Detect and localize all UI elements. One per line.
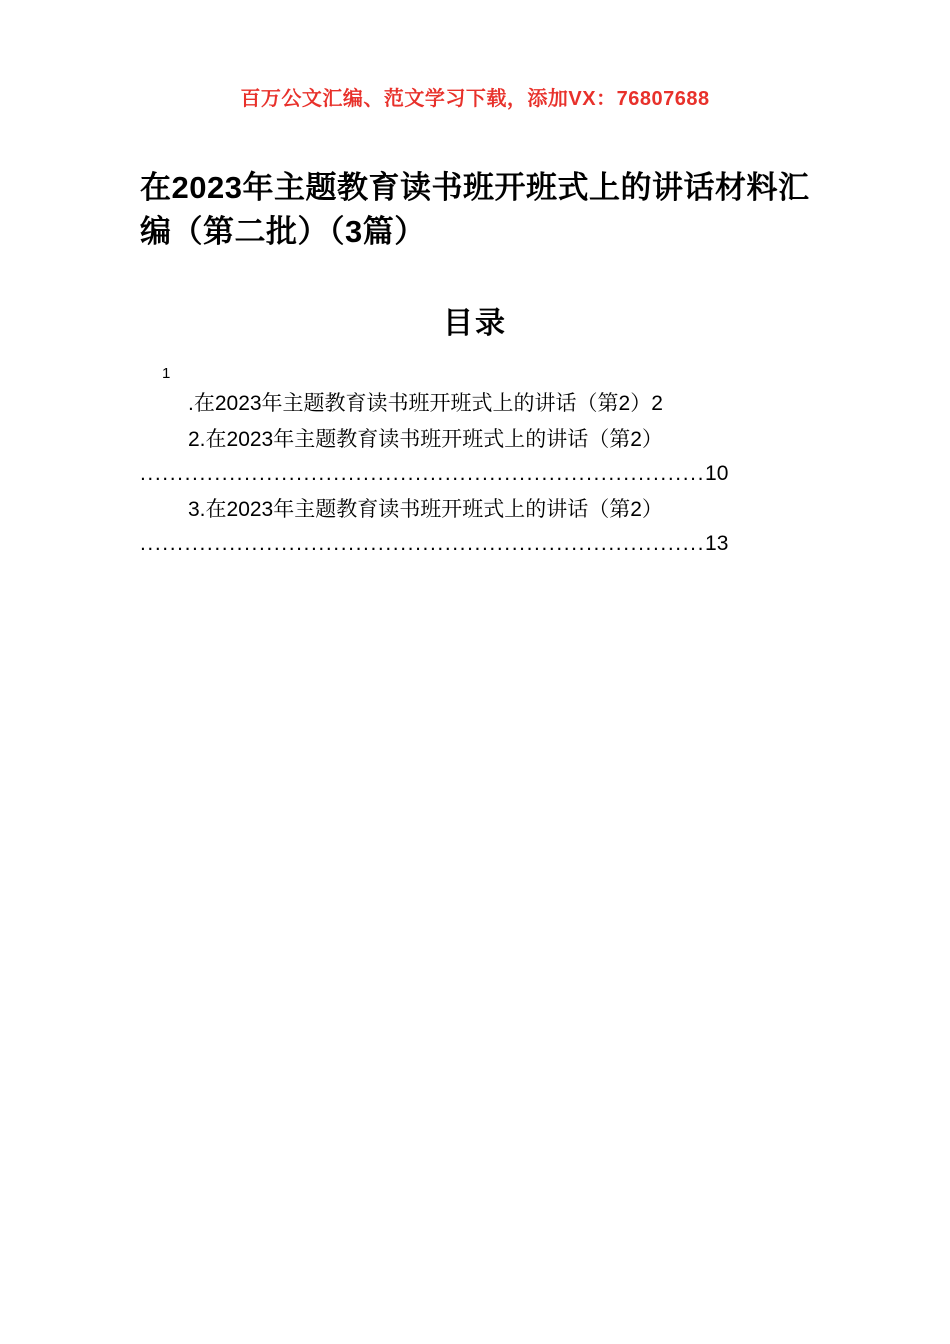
- toc-entry-label: 在2023年主题教育读书班开班式上的讲话（第2）: [193, 391, 652, 415]
- toc-entry-page: 2: [651, 391, 663, 415]
- toc-entry-page: 10: [705, 461, 729, 485]
- toc-entry[interactable]: [140, 493, 810, 561]
- toc-dot-leader: ............................................................................: [140, 461, 706, 485]
- toc-entry-page: 13: [705, 531, 729, 555]
- promo-banner: 百万公文汇编、范文学习下载，添加VX：76807688: [240, 88, 710, 110]
- toc-entry-label: 在2023年主题教育读书班开班式上的讲话（第2）: [205, 427, 663, 451]
- toc-entry[interactable]: [140, 423, 810, 491]
- toc-entry-number: 1: [162, 365, 171, 383]
- toc-heading: 目录: [443, 307, 507, 341]
- toc-dot-leader: ............................................................................: [140, 531, 706, 555]
- toc-entry-number: 3.: [188, 497, 206, 521]
- toc-entry-label: 在2023年主题教育读书班开班式上的讲话（第2）: [205, 497, 663, 521]
- toc-entry-number: 2.: [188, 427, 206, 451]
- toc-entry[interactable]: [140, 366, 810, 421]
- toc-entry-prefix: .: [188, 391, 194, 415]
- table-of-contents: [140, 366, 810, 561]
- page-title: 在2023年主题教育读书班开班式上的讲话材料汇编（第二批）（3篇）: [140, 170, 810, 250]
